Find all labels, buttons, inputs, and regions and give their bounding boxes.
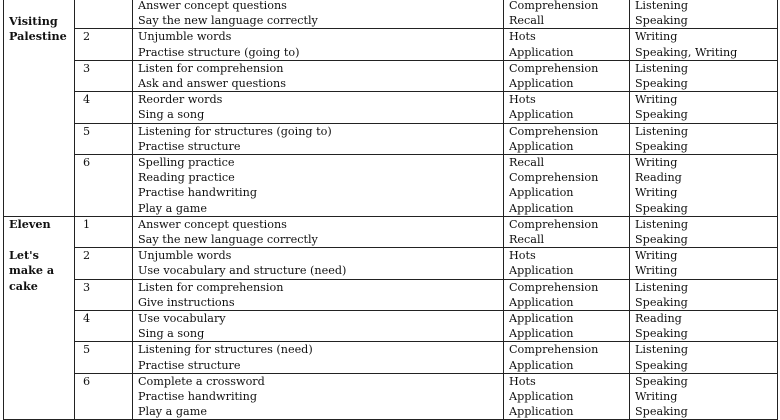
activity-text: Reorder words bbox=[138, 93, 223, 107]
activity-text: Unjumble words bbox=[138, 30, 232, 44]
skill-text: Speaking bbox=[635, 295, 688, 309]
activities-cell bbox=[133, 60, 504, 91]
activities-cell bbox=[133, 155, 504, 217]
level-text: Application bbox=[509, 405, 574, 419]
level-text: Application bbox=[509, 358, 574, 372]
activity-text: Listening for structures (need) bbox=[138, 343, 313, 357]
activities-cell bbox=[133, 279, 504, 310]
level-text: Application bbox=[509, 186, 574, 200]
activity-text: Use vocabulary and structure (need) bbox=[138, 264, 347, 278]
skill-text: Reading bbox=[635, 171, 682, 185]
unit-name-line: Visiting bbox=[9, 13, 58, 28]
skill-text: Listening bbox=[635, 217, 689, 231]
level-text: Application bbox=[509, 390, 574, 404]
skill-text: Speaking bbox=[635, 327, 688, 341]
activity-text: Unjumble words bbox=[138, 249, 232, 263]
lesson-number: 2 bbox=[75, 29, 133, 60]
level-text: Comprehension bbox=[509, 124, 599, 138]
activity-text: Reading practice bbox=[138, 171, 235, 185]
unit-cell bbox=[4, 0, 75, 216]
activities-cell bbox=[133, 342, 504, 373]
skill-text: Writing bbox=[635, 264, 678, 278]
skills-cell bbox=[630, 373, 778, 420]
table-row bbox=[4, 216, 778, 247]
activity-text: Give instructions bbox=[138, 295, 235, 309]
skills-cell bbox=[630, 279, 778, 310]
skill-text: Speaking bbox=[635, 14, 688, 28]
activities-cell bbox=[133, 248, 504, 279]
level-text: Recall bbox=[509, 14, 545, 28]
skill-text: Writing bbox=[635, 93, 678, 107]
skills-cell bbox=[630, 123, 778, 154]
skill-text: Listening bbox=[635, 124, 689, 138]
activity-text: Practise structure (going to) bbox=[138, 45, 300, 59]
table-row bbox=[4, 123, 778, 154]
level-text: Comprehension bbox=[509, 171, 599, 185]
skill-text: Writing bbox=[635, 186, 678, 200]
level-text: Hots bbox=[509, 374, 536, 388]
lesson-number: 1 bbox=[75, 216, 133, 247]
activities-cell bbox=[133, 29, 504, 60]
level-text: Application bbox=[509, 295, 574, 309]
level-text: Recall bbox=[509, 156, 545, 170]
level-text: Comprehension bbox=[509, 0, 599, 12]
unit-name-line: make a bbox=[9, 263, 55, 278]
levels-cell bbox=[504, 216, 630, 247]
level-text: Hots bbox=[509, 93, 536, 107]
lesson-number: 5 bbox=[75, 342, 133, 373]
activity-text: Practise structure bbox=[138, 358, 241, 372]
table-row bbox=[4, 279, 778, 310]
skill-text: Listening bbox=[635, 61, 689, 75]
skill-text: Speaking bbox=[635, 405, 688, 419]
levels-cell bbox=[504, 373, 630, 420]
table-row bbox=[4, 155, 778, 217]
activity-text: Answer concept questions bbox=[138, 217, 287, 231]
skills-cell bbox=[630, 29, 778, 60]
skill-text: Listening bbox=[635, 343, 689, 357]
activity-text: Spelling practice bbox=[138, 156, 235, 170]
skill-text: Writing bbox=[635, 156, 678, 170]
activity-text: Answer concept questions bbox=[138, 0, 287, 12]
activity-text: Say the new language correctly bbox=[138, 14, 318, 28]
table-row bbox=[4, 92, 778, 123]
lesson-number bbox=[75, 0, 133, 29]
lesson-number: 4 bbox=[75, 92, 133, 123]
skills-cell bbox=[630, 155, 778, 217]
levels-cell bbox=[504, 311, 630, 342]
skill-text: Speaking bbox=[635, 139, 688, 153]
skill-text: Reading bbox=[635, 312, 682, 326]
levels-cell bbox=[504, 123, 630, 154]
activity-text: Practise structure bbox=[138, 139, 241, 153]
activity-text: Complete a crossword bbox=[138, 374, 265, 388]
skill-text: Speaking bbox=[635, 374, 688, 388]
skills-cell bbox=[630, 92, 778, 123]
table-row bbox=[4, 311, 778, 342]
level-text: Recall bbox=[509, 233, 545, 247]
unit-name-line: Palestine bbox=[9, 29, 67, 43]
activity-text: Ask and answer questions bbox=[138, 77, 286, 91]
activity-text: Say the new language correctly bbox=[138, 233, 318, 247]
skills-cell bbox=[630, 0, 778, 29]
skill-text: Listening bbox=[635, 280, 689, 294]
level-text: Application bbox=[509, 327, 574, 341]
lesson-table bbox=[3, 0, 778, 420]
level-text: Comprehension bbox=[509, 217, 599, 231]
activity-text: Listen for comprehension bbox=[138, 61, 284, 75]
skill-text: Speaking bbox=[635, 77, 688, 91]
level-text: Application bbox=[509, 77, 574, 91]
skills-cell bbox=[630, 248, 778, 279]
skill-text: Speaking bbox=[635, 201, 688, 215]
activities-cell bbox=[133, 123, 504, 154]
level-text: Comprehension bbox=[509, 61, 599, 75]
activity-text: Listen for comprehension bbox=[138, 280, 284, 294]
activities-cell bbox=[133, 92, 504, 123]
skill-text: Listening bbox=[635, 0, 689, 12]
skill-text: Writing bbox=[635, 249, 678, 263]
skill-text: Speaking bbox=[635, 233, 688, 247]
activity-text: Sing a song bbox=[138, 327, 205, 341]
table-row bbox=[4, 342, 778, 373]
unit-name-line: Eleven bbox=[9, 216, 51, 231]
lesson-number: 5 bbox=[75, 123, 133, 154]
skill-text: Speaking bbox=[635, 108, 688, 122]
lesson-number: 3 bbox=[75, 60, 133, 91]
unit-name-line: cake bbox=[9, 278, 38, 293]
activity-text: Listening for structures (going to) bbox=[138, 124, 332, 138]
lesson-number: 3 bbox=[75, 279, 133, 310]
activity-text: Practise handwriting bbox=[138, 390, 257, 404]
table-row bbox=[4, 0, 778, 29]
levels-cell bbox=[504, 342, 630, 373]
activity-text: Play a game bbox=[138, 405, 207, 419]
unit-name-line bbox=[9, 0, 74, 14]
levels-cell bbox=[504, 248, 630, 279]
level-text: Application bbox=[509, 312, 574, 326]
table-row bbox=[4, 248, 778, 279]
unit-cell bbox=[4, 216, 75, 420]
activities-cell bbox=[133, 0, 504, 29]
activity-text: Practise handwriting bbox=[138, 186, 257, 200]
level-text: Application bbox=[509, 201, 574, 215]
skills-cell bbox=[630, 216, 778, 247]
level-text: Comprehension bbox=[509, 280, 599, 294]
activities-cell bbox=[133, 216, 504, 247]
level-text: Application bbox=[509, 139, 574, 153]
lesson-number: 6 bbox=[75, 373, 133, 420]
lesson-table-body bbox=[4, 0, 778, 420]
level-text: Hots bbox=[509, 249, 536, 263]
level-text: Application bbox=[509, 264, 574, 278]
unit-name-line bbox=[9, 232, 74, 248]
table-row bbox=[4, 29, 778, 60]
skill-text: Speaking, Writing bbox=[635, 45, 738, 59]
levels-cell bbox=[504, 92, 630, 123]
skills-cell bbox=[630, 311, 778, 342]
levels-cell bbox=[504, 60, 630, 91]
lesson-number: 2 bbox=[75, 248, 133, 279]
activity-text: Play a game bbox=[138, 201, 207, 215]
level-text: Application bbox=[509, 108, 574, 122]
skills-cell bbox=[630, 342, 778, 373]
activity-text: Use vocabulary bbox=[138, 312, 226, 326]
level-text: Comprehension bbox=[509, 343, 599, 357]
levels-cell bbox=[504, 279, 630, 310]
skill-text: Writing bbox=[635, 30, 678, 44]
lesson-number: 6 bbox=[75, 155, 133, 217]
skills-cell bbox=[630, 60, 778, 91]
levels-cell bbox=[504, 0, 630, 29]
level-text: Application bbox=[509, 45, 574, 59]
levels-cell bbox=[504, 29, 630, 60]
table-row bbox=[4, 373, 778, 420]
activity-text: Sing a song bbox=[138, 108, 205, 122]
table-row bbox=[4, 60, 778, 91]
skill-text: Writing bbox=[635, 390, 678, 404]
levels-cell bbox=[504, 155, 630, 217]
activities-cell bbox=[133, 373, 504, 420]
skill-text: Speaking bbox=[635, 358, 688, 372]
lesson-number: 4 bbox=[75, 311, 133, 342]
level-text: Hots bbox=[509, 30, 536, 44]
activities-cell bbox=[133, 311, 504, 342]
unit-name-line: Let's bbox=[9, 247, 39, 262]
